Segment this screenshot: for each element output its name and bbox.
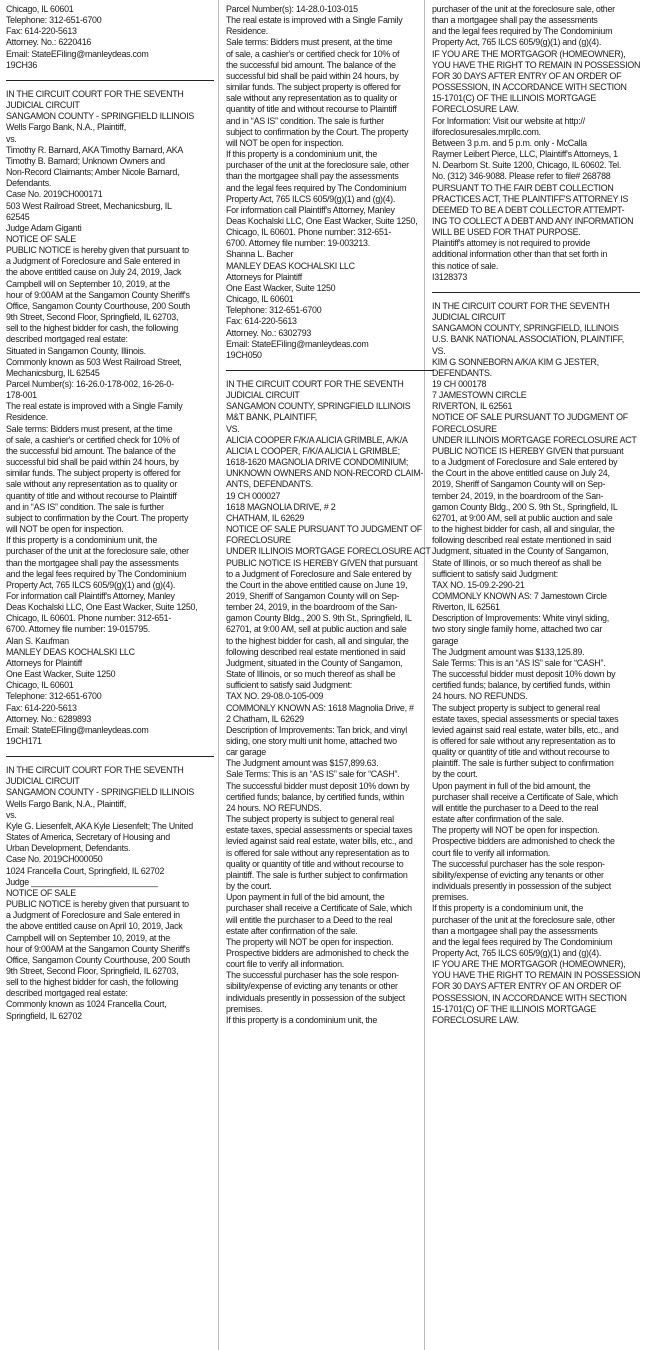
notice-line: FORECLOSURE LAW. [432, 1014, 519, 1025]
notice-line: two story single family home, attached two car [432, 624, 603, 635]
notice-line: SANGAMON COUNTY, SPRINGFIELD ILLINOIS [226, 401, 411, 412]
legal-notice-column-1 [6, 4, 214, 1022]
notice-line: the successful bid amount. The balance of the [6, 445, 176, 456]
notice-line: The real estate is improved with a Single Family [6, 401, 183, 412]
notice-line: NOTICE OF SALE [6, 887, 76, 898]
notice-line: premises. [226, 1003, 263, 1014]
notice-line: Chicago, IL 60601. Phone number: 312-651- [226, 227, 392, 238]
notice-line: 24 hours. NO REFUNDS. [432, 691, 528, 702]
notice-line: individuals presently in possession of the subject [226, 992, 405, 1003]
notice-line: 62701, at 9:00 AM, sell at public auction and sale [432, 512, 613, 523]
notice-line: NOTICE OF SALE [6, 233, 76, 244]
notice-line: the successful bid amount. The balance of the [226, 59, 396, 70]
notice-line: 62545 [6, 211, 30, 222]
notice-line: N. Dearborn St. Suite 1200, Chicago, IL 60602. Tel. [432, 160, 622, 171]
notice-line: Chicago, IL 60601 [226, 294, 294, 305]
notice-line: Commonly known as 503 West Railroad Street, [6, 356, 182, 367]
notice-separator [226, 370, 434, 371]
notice-line: vs. [6, 809, 17, 820]
notice-line: by the court. [226, 881, 272, 892]
notice-line: Case No. 2019CH000171 [6, 189, 103, 200]
notice-line: 24 hours. NO REFUNDS. [226, 802, 322, 813]
notice-line: Fax: 614-220-5613 [226, 316, 297, 327]
notice-line: If this property is a condominium unit, the [6, 535, 158, 546]
notice-line: of sale, a cashier's or certified check for 10% of [226, 48, 400, 59]
notice-line: Chicago, IL 60601. Phone number: 312-651- [6, 613, 172, 624]
notice-line: PURSUANT TO THE FAIR DEBT COLLECTION [432, 182, 614, 193]
notice-line: Attorneys for Plaintiff [6, 657, 82, 668]
notice-line: Shanna L. Bacher [226, 249, 294, 260]
notice-line: MANLEY DEAS KOCHALSKI LLC [6, 646, 135, 657]
notice-line: 19CH050 [226, 349, 262, 360]
notice-line: and the legal fees required by The Condominium [432, 936, 613, 947]
notice-line: FOR 30 DAYS AFTER ENTRY OF AN ORDER OF [432, 70, 622, 81]
notice-line: Fax: 614-220-5613 [6, 702, 77, 713]
notice-line: Parcel Number(s): 16-26.0-178-002, 16-26-0- [6, 379, 174, 389]
notice-line: IN THE CIRCUIT COURT FOR THE SEVENTH [6, 765, 184, 776]
notice-line: similar funds. The subject property is offered for [6, 468, 181, 479]
notice-line: sufficient to satisfy said Judgment: [432, 568, 559, 579]
notice-line: purchaser shall receive a Certificate of Sale, which [432, 791, 618, 802]
notice-line: certified funds; balance, by certified funds, within [432, 680, 610, 691]
notice-line: purchaser of the unit at the foreclosure sale, other [226, 160, 409, 171]
notice-line: The successful purchaser has the sole respon- [226, 970, 399, 981]
notice-line: plaintiff. The sale is further subject to confirmation [226, 869, 408, 880]
notice-line: Defendants. [6, 178, 52, 189]
notice-line: subject to confirmation by the Court. The property [6, 512, 189, 523]
legal-notice [6, 4, 214, 71]
notice-line: PUBLIC NOTICE is hereby given that pursuant to [6, 899, 189, 910]
notice-line: For information call Plaintiff's Attorney, Manley [6, 590, 175, 601]
notice-line: certified funds; balance, by certified funds, within [226, 791, 404, 802]
notice-line: UNDER ILLINOIS MORTGAGE FORECLOSURE ACT [226, 546, 431, 557]
notice-line: IF YOU ARE THE MORTGAGOR (HOMEOWNER), [432, 48, 626, 59]
notice-line: Deas Kochalski LLC, One East Wacker, Suite 1250, [226, 215, 418, 226]
notice-line: Attorneys for Plaintiff [226, 271, 302, 282]
notice-line: Mechanicsburg, IL 62545 [6, 367, 100, 378]
notice-line: a Judgment of Foreclosure and Sale entered in [6, 256, 180, 267]
notice-line: quality or quantity of title and without recourse to [432, 747, 610, 758]
notice-line: Email: StateEFiling@manleydeas.com [226, 338, 369, 349]
notice-line: estate after confirmation of the sale. [226, 925, 358, 936]
notice-line: this notice of sale. [432, 260, 499, 271]
notice-line: 15-1701(C) OF THE ILLINOIS MORTGAGE [432, 93, 597, 104]
notice-line: purchaser shall receive a Certificate of Sale, which [226, 903, 412, 914]
notice-line: Fax: 614-220-5613 [6, 26, 77, 37]
notice-line: 1618 MAGNOLIA DRIVE, # 2 [226, 501, 336, 512]
notice-line: PUBLIC NOTICE is hereby given that pursuant to [6, 245, 189, 256]
notice-line: Judgment, situated in the County of Sangamon, [226, 657, 403, 668]
notice-line: SANGAMON COUNTY - SPRINGFIELD ILLINOIS [6, 111, 195, 122]
notice-line: State of Illinois, or so much thereof as shall be [226, 669, 396, 680]
notice-line: following described real estate mentioned in said [226, 646, 406, 657]
notice-line: WILL BE USED FOR THAT PURPOSE. [432, 227, 581, 238]
notice-line: RIVERTON, IL 62561 [432, 401, 513, 412]
notice-line: purchaser of the unit at the foreclosure sale, other [6, 546, 189, 557]
notice-line: court file to verify all information. [432, 847, 551, 858]
notice-line: ALICIA L COOPER, F/K/A ALICIA L GRIMBLE; [226, 445, 400, 456]
notice-line: Judge ___________________________ [6, 876, 158, 887]
notice-line: hour of 9:00AM at the Sangamon County Sheriff's [6, 943, 190, 954]
notice-line: 178-001 [6, 390, 37, 401]
notice-line: individuals presently in possession of the subject [432, 881, 611, 892]
notice-line: will entitle the purchaser to a Deed to the real [432, 802, 599, 813]
notice-line: Email: StateEFiling@manleydeas.com [6, 724, 149, 735]
notice-line: described mortgaged real estate: [6, 334, 128, 345]
notice-line: tember 24, 2019, in the boardroom of the San- [226, 602, 398, 613]
notice-line: Description of Improvements: Tan brick, and vinyl [226, 724, 407, 735]
notice-line: ING TO COLLECT A DEBT AND ANY INFORMATION [432, 215, 634, 226]
notice-line: Judgment, situated in the County of Sangamon, [432, 546, 609, 557]
notice-line: similar funds. The subject property is offered for [226, 82, 401, 93]
notice-line: than the mortgagee shall pay the assessments [6, 557, 179, 568]
notice-line: For information call Plaintiff's Attorney, Manley [226, 204, 395, 215]
notice-line: plaintiff. The sale is further subject to confirmation [432, 758, 614, 769]
notice-line: Wells Fargo Bank, N.A., Plaintiff, [6, 122, 126, 133]
notice-line: The successful bidder must deposit 10% down by [226, 780, 410, 791]
notice-line: I3128373 [432, 271, 468, 282]
notice-line: Wells Fargo Bank, N.A., Plaintiff, [6, 798, 126, 809]
notice-line: sufficient to satisfy said Judgment: [226, 680, 353, 691]
notice-line: quantity of title and without recourse to Plaintiff [6, 490, 177, 501]
notice-line: to a Judgment of Foreclosure and Sale entered by [226, 568, 412, 579]
notice-line: Sale Terms: This is an “AS IS” sale for “CASH”. [432, 657, 606, 668]
notice-line: the Court in the above entitled cause on July 24, [432, 468, 610, 479]
notice-line: POSSESSION, IN ACCORDANCE WITH SECTION [432, 82, 627, 93]
notice-line: Plaintiff's attorney is not required to provide [432, 238, 591, 249]
notice-separator [432, 292, 640, 293]
notice-line: If this property is a condominium unit, the [432, 903, 584, 914]
notice-line: than a mortgagee shall pay the assessments [432, 925, 598, 936]
notice-line: Commonly known as 1024 Francella Court, [6, 999, 167, 1010]
notice-line: subject to confirmation by the Court. The property [226, 126, 409, 137]
notice-line: 7 JAMESTOWN CIRCLE [432, 390, 527, 401]
notice-line: court file to verify all information. [226, 959, 345, 970]
notice-line: 15-1701(C) OF THE ILLINOIS MORTGAGE [432, 1003, 597, 1014]
notice-line: 1618-1620 MAGNOLIA DRIVE CONDOMINIUM; [226, 457, 409, 468]
notice-line: The property will NOT be open for inspection. [432, 825, 600, 836]
notice-line: Residence. [226, 26, 268, 37]
notice-line: UNKNOWN OWNERS AND NON-RECORD CLAIM- [226, 468, 424, 479]
notice-line: Upon payment in full of the bid amount, the [226, 892, 385, 903]
notice-line: siding, one story multi unit home, attached two [226, 736, 397, 746]
notice-line: to the highest bidder for cash, all and singular, the [432, 524, 615, 535]
notice-line: FORECLOSURE LAW. [432, 104, 519, 115]
notice-line: Upon payment in full of the bid amount, the [432, 780, 591, 791]
notice-line: than the mortgagee shall pay the assessments [226, 171, 399, 182]
notice-line: successful bid shall be paid within 24 hours, by [6, 457, 179, 468]
notice-line: Situated in Sangamon County, Illinois. [6, 345, 146, 356]
notice-line: 1024 Francella Court, Springfield, IL 62702 [6, 865, 165, 876]
notice-line: sale without any representation as to quality or [226, 93, 398, 104]
notice-line: VS. [226, 423, 240, 434]
legal-notice [226, 4, 434, 361]
notice-line: levied against said real estate, water bills, etc., and [226, 836, 413, 847]
notice-line: premises. [432, 892, 469, 903]
notice-line: Prospective bidders are admonished to check the [226, 947, 409, 958]
notice-line: 9th Street, Second Floor, Springfield, IL 62703, [6, 965, 179, 976]
notice-line: Non-Record Claimants; Amber Nicole Barnard, [6, 167, 180, 178]
notice-line: hour of 9:00AM at the Sangamon County Sheriff's [6, 289, 190, 300]
legal-notice-column-2 [226, 4, 434, 1026]
notice-line: PRACTICES ACT, THE PLAINTIFF'S ATTORNEY IS [432, 193, 629, 204]
notice-line: purchaser of the unit at the foreclosure sale, other [432, 914, 615, 925]
notice-line: JUDICIAL CIRCUIT [432, 312, 506, 323]
notice-line: POSSESSION, IN ACCORDANCE WITH SECTION [432, 992, 627, 1003]
notice-line: The successful purchaser has the sole respon- [432, 858, 605, 869]
notice-line: ANTS, DEFENDANTS. [226, 479, 313, 490]
notice-line: The subject property is subject to general real [432, 702, 600, 713]
notice-line: 2019, Sheriff of Sangamon County will on Sep- [226, 590, 400, 601]
notice-line: of sale, a cashier's or certified check for 10% of [6, 434, 180, 445]
notice-line: Telephone: 312-651-6700 [226, 305, 322, 316]
notice-line: than a mortgagee shall pay the assessments [432, 15, 598, 26]
notice-line: 9th Street, Second Floor, Springfield, IL 62703, [6, 312, 179, 323]
notice-line: sale without any representation as to quality or [6, 479, 178, 490]
notice-line: Office, Sangamon County Courthouse, 200 South [6, 954, 190, 965]
legal-notice-column-3 [432, 4, 640, 1026]
notice-line: JUDICIAL CIRCUIT [226, 390, 300, 401]
notice-line: VS. [432, 345, 446, 356]
notice-line: successful bid shall be paid within 24 hours, by [226, 70, 399, 81]
notice-line: IN THE CIRCUIT COURT FOR THE SEVENTH [6, 88, 184, 99]
notice-line: Office, Sangamon County Courthouse, 200 South [6, 300, 190, 311]
notice-line: M&T BANK, PLAINTIFF, [226, 412, 317, 423]
notice-line: PUBLIC NOTICE IS HEREBY GIVEN that pursuant [226, 557, 418, 568]
notice-line: levied against said real estate, water bills, etc., and [432, 724, 619, 735]
notice-line: Riverton, IL 62561 [432, 602, 500, 613]
notice-line: is offered for sale without any representation as to [226, 847, 410, 858]
notice-line: sibility/expense of evicting any tenants or other [226, 981, 398, 992]
notice-line: The successful bidder must deposit 10% down by [432, 669, 616, 680]
notice-line: 19 CH 000178 [432, 379, 487, 389]
notice-line: to the highest bidder for cash, all and singular, the [226, 635, 409, 646]
notice-line: KIM G SONNEBORN A/K/A KIM G JESTER, [432, 356, 599, 367]
notice-line: IN THE CIRCUIT COURT FOR THE SEVENTH [432, 300, 610, 311]
notice-line: 19CH36 [6, 59, 38, 70]
legal-notice [432, 4, 640, 283]
notice-line: estate after confirmation of the sale. [432, 814, 564, 825]
notice-line: The subject property is subject to general real [226, 814, 394, 825]
notice-line: Telephone: 312-651-6700 [6, 691, 102, 702]
notice-line: COMMONLY KNOWN AS: 7 Jamestown Circle [432, 590, 607, 601]
legal-notice [226, 379, 434, 1026]
notice-line: SANGAMON COUNTY, SPRINGFIELD, ILLINOIS [432, 323, 619, 334]
notice-line: purchaser of the unit at the foreclosure sale, other [432, 4, 615, 14]
notice-line: Chicago, IL 60601 [6, 4, 74, 14]
notice-line: NOTICE OF SALE PURSUANT TO JUDGMENT OF [432, 412, 628, 423]
notice-line: Property Act, 765 ILCS 605/9(g)(1) and (g)(4). [226, 193, 396, 204]
notice-line: is offered for sale without any representation as to [432, 736, 616, 746]
notice-line: Campbell will on September 10, 2019, at the [6, 278, 170, 289]
notice-line: ALICIA COOPER F/K/A ALICIA GRIMBLE, A/K/A [226, 434, 408, 445]
notice-line: DEEMED TO BE A DEBT COLLECTOR ATTEMPT- [432, 204, 625, 215]
notice-line: States of America, Secretary of Housing and [6, 832, 170, 843]
notice-line: Telephone: 312-651-6700 [6, 15, 102, 26]
notice-line: Kyle G. Liesenfelt, AKA Kyle Liesenfelt; The United [6, 820, 193, 831]
notice-line: DEFENDANTS. [432, 367, 492, 378]
notice-line: vs. [6, 133, 17, 144]
notice-line: 6700. Attorney file number: 19-003213. [226, 238, 370, 249]
notice-line: sell to the highest bidder for cash, the following [6, 323, 179, 334]
notice-line: following described real estate mentioned in said [432, 535, 612, 546]
notice-line: JUDICIAL CIRCUIT [6, 100, 80, 111]
notice-line: Email: StateEFiling@manleydeas.com [6, 48, 149, 59]
notice-line: If this property is a condominium unit, the [226, 149, 378, 160]
notice-line: CHATHAM, IL 62629 [226, 512, 305, 523]
notice-line: IN THE CIRCUIT COURT FOR THE SEVENTH [226, 379, 404, 389]
notice-line: Attorney. No.: 6220416 [6, 37, 92, 48]
notice-line: If this property is a condominium unit, the [226, 1014, 378, 1025]
notice-line: will NOT be open for inspection. [6, 524, 124, 535]
notice-line: Sale terms: Bidders must present, at the time [6, 423, 173, 434]
notice-line: by the court. [432, 769, 478, 780]
notice-line: TAX NO. 29-08.0-105-009 [226, 691, 324, 702]
notice-line: NOTICE OF SALE PURSUANT TO JUDGMENT OF [226, 524, 422, 535]
notice-line: For Information: Visit our website at http:// [432, 115, 585, 126]
notice-line: Between 3 p.m. and 5 p.m. only - McCalla [432, 137, 587, 148]
notice-line: estate taxes, special assessments or special taxes [226, 825, 413, 836]
notice-line: a Judgment of Foreclosure and Sale entered in [6, 910, 180, 921]
notice-line: Urban Development, Defendants. [6, 843, 131, 854]
notice-line: car garage [226, 747, 266, 758]
notice-line: the above entitled cause on April 10, 2019, Jack [6, 921, 183, 932]
notice-line: and the legal fees required by The Condominium [6, 568, 187, 579]
notice-line: tember 24, 2019, in the boardroom of the San- [432, 490, 604, 501]
notice-line: MANLEY DEAS KOCHALSKI LLC [226, 260, 355, 271]
notice-line: Timothy R. Barnard, AKA Timothy Barnard, AKA [6, 144, 184, 155]
notice-line: Deas Kochalski LLC, One East Wacker, Suite 1250, [6, 602, 198, 613]
notice-line: PUBLIC NOTICE IS HEREBY GIVEN that pursuant [432, 445, 624, 456]
notice-line: FOR 30 DAYS AFTER ENTRY OF AN ORDER OF [432, 981, 622, 992]
notice-line: No. (312) 346-9088. Please refer to file# 268788 [432, 171, 611, 182]
notice-line: Chicago, IL 60601 [6, 680, 74, 691]
notice-line: The real estate is improved with a Single Family [226, 15, 403, 26]
notice-line: U.S. BANK NATIONAL ASSOCIATION, PLAINTIFF, [432, 334, 625, 345]
notice-line: Judge Adam Giganti [6, 222, 82, 233]
notice-line: Case No. 2019CH000050 [6, 854, 103, 865]
notice-separator [6, 756, 214, 757]
notice-line: and the legal fees required by The Condominium [226, 182, 407, 193]
notice-line: gamon County Bldg., 200 S. 9th St., Springfield, IL [432, 501, 618, 512]
notice-line: described mortgaged real estate: [6, 988, 128, 999]
notice-line: Parcel Number(s): 14-28.0-103-015 [226, 4, 358, 14]
notice-line: Property Act, 765 ILCS 605/9(g)(1) and (g)(4). [432, 947, 602, 958]
notice-line: and the legal fees required by The Condominium [432, 26, 613, 37]
notice-line: YOU HAVE THE RIGHT TO REMAIN IN POSSESSION [432, 59, 640, 70]
notice-line: 19CH171 [6, 736, 42, 746]
column-divider [218, 0, 219, 1350]
notice-line: Alan S. Kaufman [6, 635, 69, 646]
notice-line: and in “AS IS” condition. The sale is further [6, 501, 164, 512]
notice-line: UNDER ILLINOIS MORTGAGE FORECLOSURE ACT [432, 434, 637, 445]
notice-line: State of Illinois, or so much thereof as shall be [432, 557, 602, 568]
notice-line: Raymer Leibert Pierce, LLC, Plaintiff's Attorneys, 1 [432, 149, 618, 160]
legal-notice [432, 301, 640, 1026]
notice-line: Residence. [6, 412, 48, 423]
notice-line: estate taxes, special assessments or special taxes [432, 713, 619, 724]
notice-line: and in “AS IS” condition. The sale is further [226, 115, 384, 126]
notice-line: Prospective bidders are admonished to check the [432, 836, 615, 847]
notice-line: 2019, Sheriff of Sangamon County will on Sep- [432, 479, 606, 490]
notice-line: sibility/expense of evicting any tenants or other [432, 869, 604, 880]
notice-separator [6, 80, 214, 81]
notice-line: FORECLOSURE [432, 423, 497, 434]
notice-line: Sale Terms: This is an “AS IS” sale for “CASH”. [226, 769, 400, 780]
notice-line: 19 CH 000027 [226, 490, 281, 501]
notice-line: Attorney. No.: 6289893 [6, 713, 92, 724]
notice-line: quantity of title and without recourse to Plaintiff [226, 104, 397, 115]
notice-line: SANGAMON COUNTY - SPRINGFIELD ILLINOIS [6, 787, 195, 798]
notice-line: Timothy B. Barnard; Unknown Owners and [6, 155, 165, 166]
notice-line: Attorney. No.: 6302793 [226, 327, 312, 338]
notice-line: 503 West Railroad Street, Mechanicsburg, IL [6, 200, 172, 211]
notice-line: Campbell will on September 10, 2019, at the [6, 932, 170, 943]
notice-line: Description of Improvements: White vinyl siding, [432, 613, 609, 624]
notice-line: Property Act, 765 ILCS 605/9(g)(1) and (g)(4). [432, 37, 602, 48]
notice-line: One East Wacker, Suite 1250 [6, 669, 116, 680]
legal-notice [6, 765, 214, 1022]
notice-line: One East Wacker, Suite 1250 [226, 282, 336, 293]
notice-line: FORECLOSURE [226, 535, 291, 546]
notice-line: sell to the highest bidder for cash, the following [6, 977, 179, 988]
notice-line: 62701, at 9:00 AM, sell at public auction and sale [226, 624, 407, 635]
notice-line: the Court in the above entitled cause on June 19, [226, 579, 408, 590]
notice-line: will NOT be open for inspection. [226, 137, 344, 148]
notice-line: quality or quantity of title and without recourse to [226, 858, 404, 869]
notice-line: Sale terms: Bidders must present, at the time [226, 37, 393, 48]
notice-line: Springfield, IL 62702 [6, 1010, 82, 1021]
notice-line: The Judgment amount was $157,899.63. [226, 758, 379, 769]
notice-line: garage [432, 635, 459, 646]
notice-line: will entitle the purchaser to a Deed to the real [226, 914, 393, 925]
notice-line: gamon County Bldg., 200 S. 9th St., Springfield, IL [226, 613, 412, 624]
notice-line: 2 Chatham, IL 62629 [226, 713, 304, 724]
notice-line: 6700. Attorney file number: 19-015795. [6, 624, 150, 635]
notice-line: ilforeclosuresales.mrpllc.com. [432, 126, 541, 137]
notice-line: to a Judgment of Foreclosure and Sale entered by [432, 457, 618, 468]
notice-line: JUDICIAL CIRCUIT [6, 776, 80, 787]
notice-line: IF YOU ARE THE MORTGAGOR (HOMEOWNER), [432, 959, 626, 970]
notice-line: The Judgment amount was $133,125.89. [432, 646, 585, 657]
legal-notice [6, 89, 214, 747]
notice-line: Property Act, 765 ILCS 605/9(g)(1) and (g)(4). [6, 579, 176, 590]
notice-line: YOU HAVE THE RIGHT TO REMAIN IN POSSESSION [432, 970, 640, 981]
notice-line: additional information other than that set forth in [432, 249, 608, 260]
notice-line: The property will NOT be open for inspection. [226, 936, 394, 947]
notice-line: COMMONLY KNOWN AS: 1618 Magnolia Drive, # [226, 702, 414, 713]
notice-line: TAX NO. 15-09.2-290-21 [432, 579, 525, 590]
notice-line: the above entitled cause on July 24, 2019, Jack [6, 267, 182, 278]
